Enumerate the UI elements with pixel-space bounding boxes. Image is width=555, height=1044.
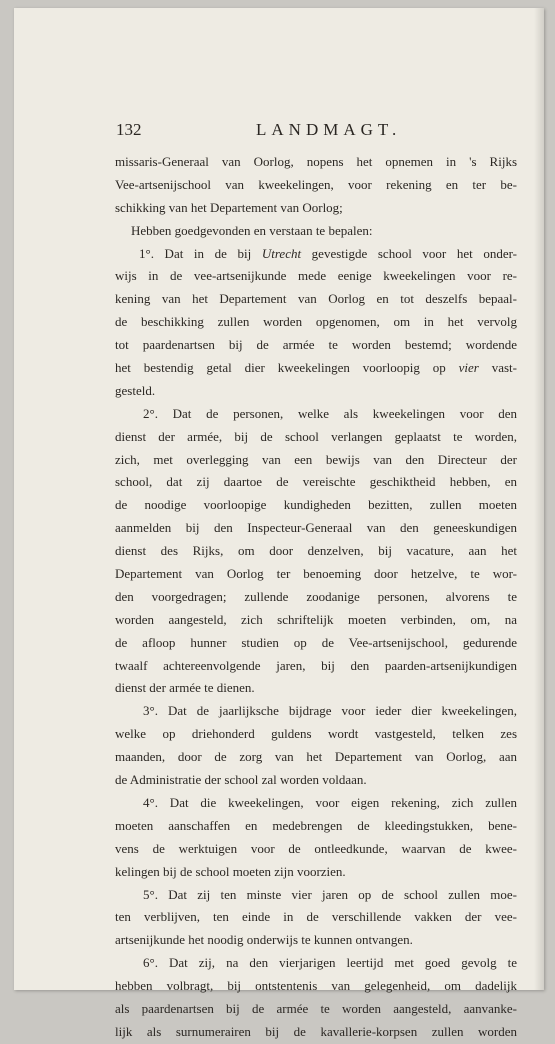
text-line: het bestendig getal dier kweekelingen voorloopig op vier vast- bbox=[115, 360, 517, 376]
text-line: schikking van het Departement van Oorlog; bbox=[115, 199, 343, 215]
text-line: de Administratie der school zal worden voldaan. bbox=[115, 772, 367, 788]
text-line: welke op driehonderd guldens wordt vastgesteld, telken zes bbox=[115, 726, 517, 742]
text-line: wijs in de vee-artsenijkunde mede eenige kweekelingen voor re- bbox=[115, 268, 517, 284]
text-line: als paardenartsen bij de armée te worden aangesteld, aanvanke- bbox=[115, 1000, 517, 1016]
text-line: missaris-Generaal van Oorlog, nopens het opnemen in 's Rijks bbox=[115, 154, 517, 169]
text-line: 6°. Dat zij, na den vierjarigen leertijd met goed gevolg te bbox=[143, 955, 517, 971]
text-line: lijk als surnumerairen bij de kavallerie-korpsen zullen worden bbox=[115, 1023, 517, 1039]
book-page bbox=[14, 8, 544, 1039]
text-line: school, dat zij daartoe de vereischte geschiktheid hebben, en bbox=[115, 474, 517, 490]
page-header bbox=[116, 120, 516, 142]
text-line: tot paardenartsen bij de armée te worden bestemd; wordende bbox=[115, 337, 517, 353]
text-line: 5°. Dat zij ten minste vier jaren op de school zullen moe- bbox=[143, 886, 517, 902]
text-line: aanmelden bij den Inspecteur-Generaal van den geneeskundigen bbox=[115, 520, 517, 536]
text-line: ten verblijven, ten einde in de verschillende vakken der vee- bbox=[115, 909, 517, 925]
text-line: 2°. Dat de personen, welke als kweekelingen voor den bbox=[143, 405, 517, 421]
text-line: dienst der armée te dienen. bbox=[115, 680, 255, 696]
text-line: 4°. Dat die kweekelingen, voor eigen rekening, zich zullen bbox=[143, 794, 517, 810]
text-line: gesteld. bbox=[115, 382, 156, 398]
text-line: hebben volbragt, bij ontstentenis van gelegenheid, om dadelijk bbox=[115, 978, 517, 994]
text-line: de afloop hunner studien op de Vee-artsenijschool, gedurende bbox=[115, 634, 517, 650]
body-text bbox=[115, 151, 517, 1044]
page-number: 132 bbox=[116, 120, 142, 139]
page-edge-shadow bbox=[534, 8, 544, 990]
text-line: artsenijkunde het noodig onderwijs te kunnen ontvangen. bbox=[115, 932, 413, 948]
text-line: den voorgedragen; zullende zoodanige personen, alvorens te bbox=[115, 588, 517, 604]
text-line: dienst der armée, bij de school verlangen geplaatst te worden, bbox=[115, 428, 517, 444]
text-line: kelingen bij de school moeten zijn voorzien. bbox=[115, 863, 346, 879]
text-line: Departement van Oorlog ter benoeming door hetzelve, te wor- bbox=[115, 566, 517, 582]
text-line: moeten aanschaffen en medebrengen de kleedingstukken, bene- bbox=[115, 817, 517, 833]
text-line: Vee-artsenijschool van kweekelingen, voor rekening en ter be- bbox=[115, 176, 517, 192]
text-line: kening van het Departement van Oorlog en tot deszelfs bepaal- bbox=[115, 291, 517, 307]
text-line: Hebben goedgevonden en verstaan te bepalen: bbox=[131, 222, 373, 238]
text-line: worden aangesteld, zich schriftelijk moeten verbinden, om, na bbox=[115, 611, 517, 627]
running-title: LANDMAGT. bbox=[256, 120, 402, 139]
text-line: de beschikking zullen worden opgenomen, om in het vervolg bbox=[115, 314, 517, 330]
text-line: zich, met overlegging van een bewijs van den Directeur der bbox=[115, 451, 517, 467]
text-line: dienst des Rijks, om door denzelven, bij vacature, aan het bbox=[115, 543, 517, 559]
text-line: twaalf achtereenvolgende jaren, bij den paarden-artsenijkundigen bbox=[115, 657, 517, 673]
text-line: 3°. Dat de jaarlijksche bijdrage voor ieder dier kweekelingen, bbox=[143, 703, 517, 719]
text-line: de noodige voorloopige kundigheden bezitten, zullen moeten bbox=[115, 497, 517, 513]
text-line: vens de werktuigen voor de ontleedkunde, waarvan de kwee- bbox=[115, 840, 517, 856]
text-line: maanden, door de zorg van het Departement van Oorlog, aan bbox=[115, 749, 517, 765]
text-line: 1°. Dat in de bij Utrecht gevestigde school voor het onder- bbox=[139, 245, 517, 261]
